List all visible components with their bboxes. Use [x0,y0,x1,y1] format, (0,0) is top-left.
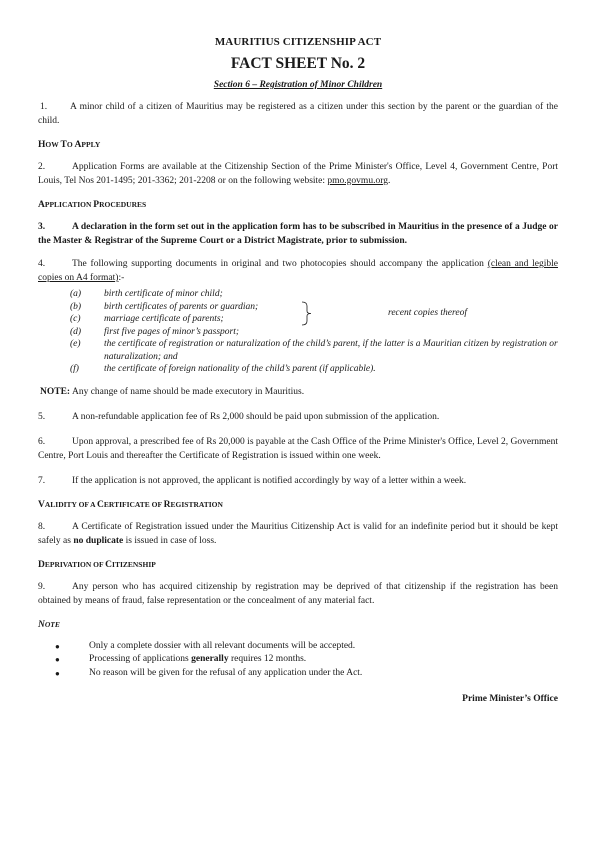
list-item: (e) the certificate of registration or naturalization of the child’s parent, if the latter is a Mauritian citizen by registration or naturalization; and [70,339,558,362]
paragraph-1 [38,100,558,128]
list-item: ● Processing of applications generally requires 12 months. [38,653,558,667]
bullet-icon: ● [55,668,60,678]
paragraph-text: The following supporting documents in original and two photocopies should accompany the application [72,259,484,269]
act-title: MAURITIUS CITIZENSHIP ACT [214,36,382,48]
paragraph-number: 7. [38,475,46,486]
website-link[interactable]: pmo.govmu.org [327,176,388,186]
fact-sheet-page [38,36,558,704]
heading-deprivation: DEPRIVATION OF CITIZENSHIP [38,559,156,570]
footer-signature: Prime Minister’s Office [462,694,558,704]
section-subtitle: Section 6 – Registration of Minor Children [213,80,383,90]
list-item: ● Only a complete dossier with all relevant documents will be accepted. [38,640,558,654]
paragraph-3 [38,220,558,248]
heading-validity: VALIDITY OF A CERTIFICATE OF REGISTRATION [38,499,223,510]
list-item: ● No reason will be given for the refusal of any application under the Act. [38,667,558,681]
note-label: NOTE: [40,386,71,397]
paragraph-6 [38,435,558,463]
paragraph-text: A non-refundable application fee of Rs 2,000 should be paid upon submission of the application. [72,411,440,422]
paragraph-number: 5. [38,411,46,422]
paragraph-number: 9. [38,581,46,592]
paragraph-2: 2. Application Forms are available at the Citizenship Section of the Prime Minister's Office, Level 4, Government Centre, Port Louis, Tel Nos 201-1495; 201-3362; 201-2208 or on the following website: pmo.govmu.org. [38,162,558,186]
paragraph-number: 8. [38,521,46,532]
paragraph-number: 2. [38,162,46,172]
paragraph-text: Upon approval, a prescribed fee of Rs 20,000 is payable at the Cash Office of the Prime Minister's Office, Level 2, Government Centre, Port Louis and thereafter the Certificate of Registration is issued within one week. [38,436,558,461]
paragraph-7 [38,474,558,488]
recent-copies-note: recent copies thereof [388,307,467,318]
list-item: (a) birth certificate of minor child; [70,289,223,299]
curly-brace-icon [300,301,314,326]
list-item: (d) first five pages of minor’s passport; [70,326,240,337]
paragraph-9 [38,580,558,608]
paragraph-number: 1. [40,102,48,112]
documents-list [38,288,558,376]
paragraph-4: 4. The following supporting documents in original and two photocopies should accompany the application (clean and legible copies on A4 format):- [38,259,558,283]
paragraph-text: If the application is not approved, the applicant is notified accordingly by way of a letter within a week. [72,475,467,486]
list-item: (f) the certificate of foreign nationality of the child’s parent (if applicable). [70,364,376,374]
paragraph-text: A declaration in the form set out in the application form has to be subscribed in Mauritius in the presence of a Judge or the Master & Registrar of the Supreme Court or a District Magistrate, prior to submission. [38,222,558,246]
paragraph-5 [38,410,558,424]
heading-how-to-apply: HOW TO APPLY [38,140,101,150]
paragraph-8: 8. A Certificate of Registration issued under the Mauritius Citizenship Act is valid for an indefinite period but it should be kept safely as no duplicate is issued in case of loss. [38,521,558,546]
list-item: (b) birth certificates of parents or guardian; [70,301,259,312]
bullet-icon: ● [55,655,60,664]
brace-group [38,301,558,326]
bullet-icon: ● [55,641,60,651]
fact-sheet-title: FACT SHEET No. 2 [230,55,366,72]
paragraph-number: 3. [38,222,46,232]
paragraph-text: A Certificate of Registration issued under the Mauritius Citizenship Act is valid for an indefinite period but it should be kept safely as [38,521,558,546]
paragraph-text: Any person who has acquired citizenship by registration may be deprived of that citizenship if the registration has been obtained by means of fraud, false representation or the concealment of any material fact. [38,581,558,606]
heading-note: NOTE [38,619,60,630]
format-requirement: (clean and legible copies on A4 format) [38,259,558,283]
paragraph-number: 6. [38,436,46,447]
heading-application-procedures: APPLICATION PROCEDURES [38,200,147,210]
paragraph-text: Application Forms are available at the Citizenship Section of the Prime Minister's Office, Level 4, Government Centre, Port Louis, Tel Nos 201-1495; 201-3362; 201-2208 or on the following website: [38,162,558,186]
note-bullets [38,640,558,681]
no-duplicate-emphasis: no duplicate [73,535,124,546]
name-change-note: NOTE: Any change of name should be made executory in Mauritius. [40,386,305,397]
list-item: (c) marriage certificate of parents; [70,314,224,324]
paragraph-number: 4. [38,259,46,269]
paragraph-text: A minor child of a citizen of Mauritius may be registered as a citizen under this section by the parent or the guardian of the child. [38,102,558,126]
